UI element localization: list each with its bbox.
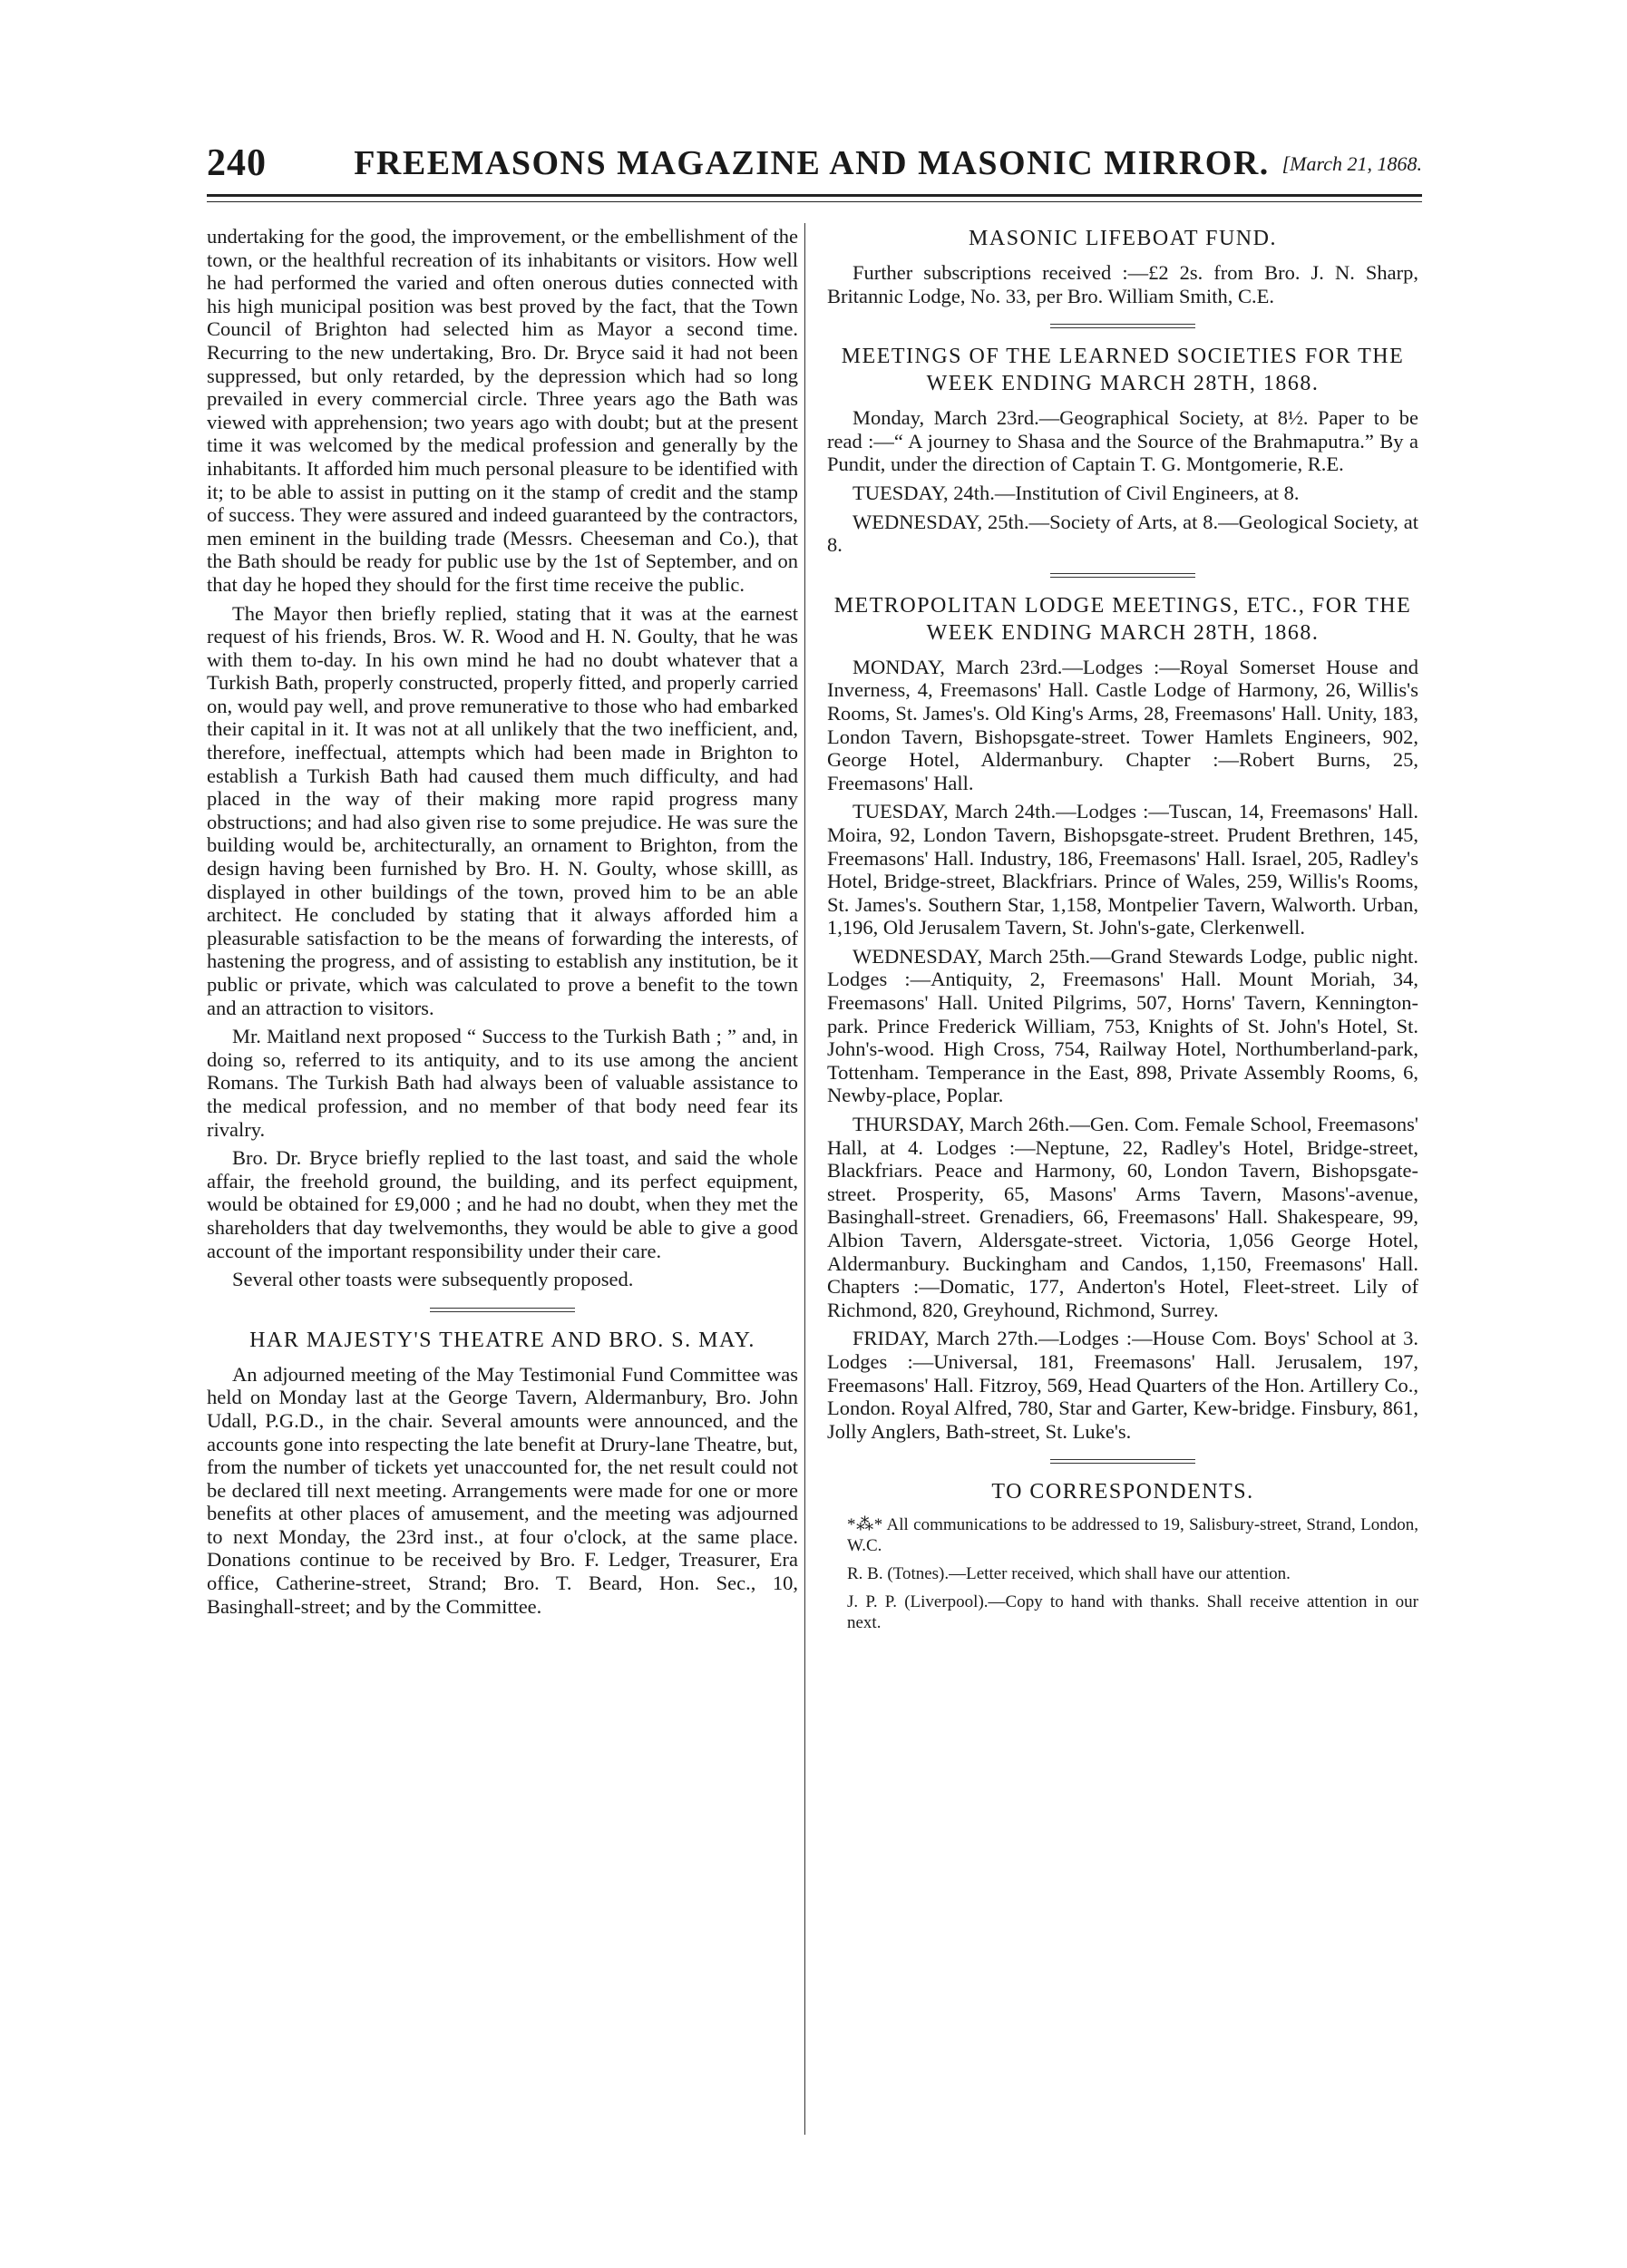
correspondent-notice: *⁂* All communications to be addressed to 19, Salisbury-street, Strand, London, W.C.	[847, 1515, 1418, 1556]
correspondents-title: TO CORRESPONDENTS.	[991, 1480, 1254, 1504]
lodge-meeting-item: THURSDAY, March 26th.—Gen. Com. Female School, Freemasons' Hall, at 4. Lodges :—Neptune, 22, Radley's Hotel, Bridge-street, Blackfriars. Peace and Harmony, 60, London Tavern, Bishopsgate-street. Prosperity, 65, Masons' Arms Tavern, Masons'-avenue, Basinghall-street. Grenadiers, 66, Freemasons' Hall. Shakespeare, 99, Albion Tavern, Aldersgate-street. Victoria, 1,056 George Hotel, Aldermanbury. Buckingham and Candos, 1,150, Freemasons' Hall. Chapters :—Domatic, 177, Anderton's Hotel, Fleet-street. Lily of Richmond, 820, Greyhound, Richmond, Surrey.	[827, 1113, 1418, 1321]
lodge-meeting-item: FRIDAY, March 27th.—Lodges :—House Com. Boys' School at 3. Lodges :—Universal, 181, Freemasons' Hall. Jerusalem, 197, Freemasons' Hall. Fitzroy, 569, Head Quarters of the Hon. Artillery Co., London. Royal Alfred, 780, Star and Garter, Kew-bridge. Finsbury, 861, Jolly Anglers, Bath-street, St. Luke's.	[827, 1327, 1418, 1443]
header-rule-thick	[207, 194, 1422, 197]
learned-societies-title: MEETINGS OF THE LEARNED SOCIETIES FOR THE WEEK ENDING MARCH 28TH, 1868.	[841, 345, 1405, 396]
lodge-meeting-item: WEDNESDAY, March 25th.—Grand Stewards Lodge, public night. Lodges :—Antiquity, 2, Freemasons' Hall. Mount Moriah, 34, Freemasons' Hall. United Pilgrims, 507, Horns' Tavern, Kennington-park. Prince Frederick William, 753, Knights of St. John's Hotel, St. John's-wood. High Cross, 754, Railway Hotel, Northumberland-park, Tottenham. Temperance in the East, 898, Private Assembly Rooms, 6, Newby-place, Poplar.	[827, 944, 1418, 1107]
left-column	[207, 225, 798, 1623]
lodge-meeting-item: MONDAY, March 23rd.—Lodges :—Royal Somerset House and Inverness, 4, Freemasons' Hall. Castle Lodge of Harmony, 26, Willis's Rooms, St. James's. Old King's Arms, 28, Freemasons' Hall. Unity, 183, London Tavern, Bishopsgate-street. Tower Hamlets Engineers, 902, George Hotel, Aldermanbury. Chapter :—Robert Burns, 25, Freemasons' Hall.	[827, 655, 1418, 794]
article-paragraph: Several other toasts were subsequently proposed.	[232, 1268, 634, 1291]
section-divider	[1050, 1459, 1195, 1464]
page-number: 240	[207, 142, 267, 184]
correspondent-notice: R. B. (Totnes).—Letter received, which shall have our attention.	[847, 1564, 1291, 1584]
learned-society-item: WEDNESDAY, 25th.—Society of Arts, at 8.—Geological Society, at 8.	[827, 510, 1418, 557]
page-header	[207, 141, 1422, 187]
issue-date: [March 21, 1868.	[1281, 152, 1422, 175]
article-paragraph: undertaking for the good, the improvement, or the embellishment of the town, or the healthful recreation of its inhabitants or visitors. How well he had performed the varied and often onerous duties connected with his high municipal position was best proved by the fact, that the Town Council of Brighton had selected him as Mayor a second time. Recurring to the new undertaking, Bro. Dr. Bryce said it had not been suppressed, but only retarded, by the depression which had so long prevailed in every commercial circle. Three years ago the Bath was viewed with apprehension; two years ago with doubt; but at the present time it was welcomed by the medical profession and generally by the inhabitants. It afforded him much personal pleasure to be identified with it; to be able to assist in putting on it the stamp of credit and the stamp of success. They were assured and indeed guaranteed by the contractors, men eminent in the building trade (Messrs. Cheeseman and Co.), that the Bath should be ready for public use by the 1st of September, and on that day he hoped they should for the first time receive the public.	[207, 225, 798, 596]
running-head: FREEMASONS MAGAZINE AND MASONIC MIRROR.	[354, 144, 1270, 182]
theatre-section-title: HAR MAJESTY'S THEATRE AND BRO. S. MAY.	[249, 1328, 755, 1352]
learned-society-item: Monday, March 23rd.—Geographical Society, at 8½. Paper to be read :—“ A journey to Shasa and the Source of the Brahmaputra.” By a Pundit, under the direction of Captain T. G. Montgomerie, R.E.	[827, 406, 1418, 476]
lodge-meeting-item: TUESDAY, March 24th.—Lodges :—Tuscan, 14, Freemasons' Hall. Moira, 92, London Tavern, Bishopsgate-street. Prudent Brethren, 145, Freemasons' Hall. Industry, 186, Freemasons' Hall. Israel, 205, Radley's Hotel, Bridge-street, Blackfriars. Prince of Wales, 259, Willis's Rooms, St. James's. Southern Star, 1,158, Montpelier Tavern, Walworth. Urban, 1,196, Old Jerusalem Tavern, St. John's-gate, Clerkenwell.	[827, 800, 1418, 939]
section-divider	[1050, 573, 1195, 578]
column-divider	[804, 223, 805, 2135]
section-divider	[430, 1308, 575, 1312]
theatre-paragraph: An adjourned meeting of the May Testimonial Fund Committee was held on Monday last at the George Tavern, Aldermanbury, Bro. John Udall, P.G.D., in the chair. Several amounts were announced, and the accounts gone into respecting the late benefit at Drury-lane Theatre, but, from the number of tickets yet unaccounted for, the net result could not be declared till next meeting. Arrangements were made for one or more benefits at other places of amusement, and the meeting was adjourned to next Monday, the 23rd inst., at four o'clock, at the same place. Donations continue to be received by Bro. F. Ledger, Treasurer, Era office, Catherine-street, Strand; Bro. T. Beard, Hon. Sec., 10, Basinghall-street; and by the Committee.	[207, 1362, 798, 1618]
lodge-meetings-title: METROPOLITAN LODGE MEETINGS, ETC., FOR THE WEEK ENDING MARCH 28TH, 1868.	[833, 593, 1412, 645]
section-divider	[1050, 324, 1195, 328]
learned-society-item: TUESDAY, 24th.—Institution of Civil Engineers, at 8.	[852, 481, 1300, 504]
article-paragraph: Bro. Dr. Bryce briefly replied to the last toast, and said the whole affair, the freehold ground, the building, and its perfect equipment, would be obtained for £9,000 ; and he had no doubt, when they met the shareholders that day twelvemonths, they would be able to give a good account of the important responsibility under their care.	[207, 1146, 798, 1262]
lifeboat-section-title: MASONIC LIFEBOAT FUND.	[969, 227, 1277, 250]
correspondents-list	[827, 1514, 1418, 1633]
lifeboat-paragraph: Further subscriptions received :—£2 2s. from Bro. J. N. Sharp, Britannic Lodge, No. 33, per Bro. William Smith, C.E.	[827, 261, 1418, 307]
article-paragraph: Mr. Maitland next proposed “ Success to the Turkish Bath ; ” and, in doing so, referred to its antiquity, and to its use among the ancient Romans. The Turkish Bath had always been of valuable assistance to the medical profession, and no member of that body need fear its rivalry.	[207, 1025, 798, 1141]
correspondent-notice: J. P. P. (Liverpool).—Copy to hand with thanks. Shall receive attention in our next.	[847, 1592, 1418, 1633]
article-paragraph: The Mayor then briefly replied, stating that it was at the earnest request of his friends, Bros. W. R. Wood and H. N. Goulty, that he was with them to-day. In his own mind he had no doubt whatever that a Turkish Bath, properly constructed, properly fitted, and properly carried on, would pay well, and prove remunerative to those who had embarked their capital in it. It was not at all unlikely that the two inefficient, and, therefore, ineffectual, attempts which had been made in Brighton to establish a Turkish Bath had caused them much difficulty, and had placed in the way of their making more rapid progress many obstructions; and had also given rise to some prejudice. He was sure the building would be, architecturally, an ornament to Brighton, from the design having been furnished by Bro. H. N. Goulty, whose skilll, as displayed in other buildings of the town, proved him to be an able architect. He concluded by stating that it always afforded him a pleasurable satisfaction to be the means of forwarding the interests, of hastening the progress, and of assisting to establish any institution, be it public or private, which was calculated to prove a benefit to the town and an attraction to visitors.	[207, 601, 798, 1019]
right-column	[827, 225, 1418, 1640]
header-rule-thin	[207, 201, 1422, 202]
